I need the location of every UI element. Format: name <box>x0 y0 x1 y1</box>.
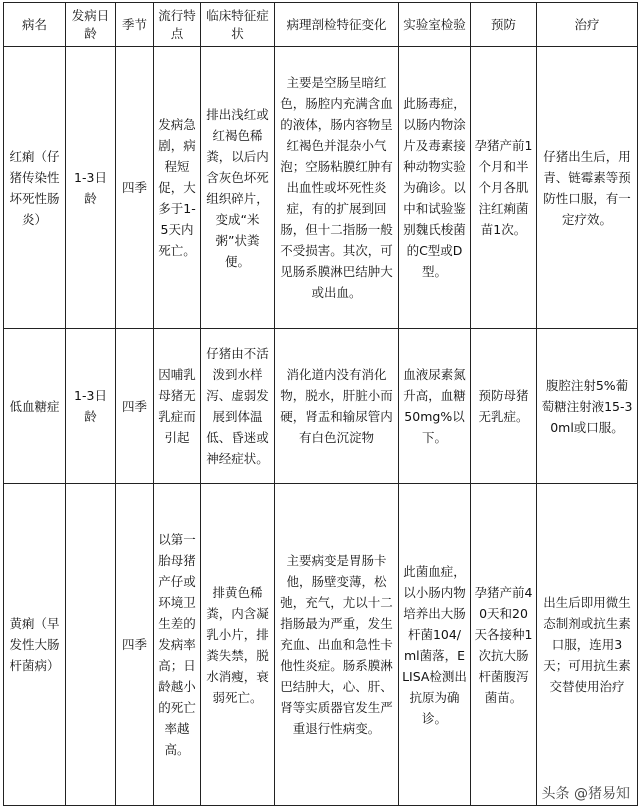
cell-treatment: 腹腔注射5%葡萄糖注射液15-30ml或口服。 <box>537 329 638 484</box>
header-lab: 实验室检验 <box>399 3 471 47</box>
cell-season: 四季 <box>116 484 154 806</box>
table-row <box>4 47 638 329</box>
table-row <box>4 329 638 484</box>
cell-epidemic: 因哺乳母猪无乳症而引起 <box>154 329 201 484</box>
cell-clinical: 排黄色稀粪，内含凝乳小片，排粪失禁，脱水消瘦，衰弱死亡。 <box>201 484 275 806</box>
header-age: 发病日龄 <box>66 3 116 47</box>
cell-season: 四季 <box>116 329 154 484</box>
cell-prevention: 孕猪产前40天和20天各接种1次抗大肠杆菌腹泻菌苗。 <box>471 484 537 806</box>
cell-pathology: 消化道内没有消化物，脱水，肝脏小而硬，肾盂和输尿管内有白色沉淀物 <box>275 329 399 484</box>
header-clinical: 临床特征症状 <box>201 3 275 47</box>
cell-epidemic: 以第一胎母猪产仔或环境卫生差的发病率高；日龄越小的死亡率越高。 <box>154 484 201 806</box>
cell-season: 四季 <box>116 47 154 329</box>
cell-clinical: 排出浅红或红褐色稀粪，以后内含灰色坏死组织碎片，变成“米粥”状粪便。 <box>201 47 275 329</box>
cell-age: 1-3日龄 <box>66 329 116 484</box>
header-row <box>4 3 638 47</box>
cell-prevention: 预防母猪无乳症。 <box>471 329 537 484</box>
cell-pathology: 主要是空肠呈暗红色，肠腔内充满含血的液体，肠内容物呈红褐色并混杂小气泡；空肠粘膜红肿有出血性或坏死性炎症，有的扩展到回肠，但十二指肠一般不受损害。其次，可见肠系膜淋巴结肿大或出血。 <box>275 47 399 329</box>
table-row <box>4 484 638 806</box>
cell-disease: 黄痢（早发性大肠杆菌病） <box>4 484 66 806</box>
cell-age: 1-3日龄 <box>66 47 116 329</box>
watermark: 头条 @猪易知 <box>540 783 632 803</box>
cell-lab: 此菌血症，以小肠内物培养出大肠杆菌104/ml菌落，ELISA检测出抗原为确诊。 <box>399 484 471 806</box>
disease-table <box>3 2 638 806</box>
cell-disease: 红痢（仔猪传染性坏死性肠炎） <box>4 47 66 329</box>
header-epidemic: 流行特点 <box>154 3 201 47</box>
header-pathology: 病理剖检特征变化 <box>275 3 399 47</box>
header-treatment: 治疗 <box>537 3 638 47</box>
header-prevention: 预防 <box>471 3 537 47</box>
header-season: 季节 <box>116 3 154 47</box>
cell-prevention: 孕猪产前1个月和半个月各肌注红痢菌苗1次。 <box>471 47 537 329</box>
cell-treatment: 出生后即用微生态制剂或抗生素口服，连用3天；可用抗生素交替使用治疗 <box>537 484 638 806</box>
cell-clinical: 仔猪由不活泼到水样泻、虚弱发展到体温低、昏迷或神经症状。 <box>201 329 275 484</box>
cell-lab: 血液尿素氮升高，血糖50mg%以下。 <box>399 329 471 484</box>
cell-pathology: 主要病变是胃肠卡他，肠壁变薄，松弛，充气，尤以十二指肠最为严重，发生充血、出血和急性卡他性炎症。肠系膜淋巴结肿大，心、肝、肾等实质器官发生严重退行性病变。 <box>275 484 399 806</box>
cell-lab: 此肠毒症，以肠内物涂片及毒素接种动物实验为确诊。以中和试验鉴别魏氏梭菌的C型或D型。 <box>399 47 471 329</box>
cell-age <box>66 484 116 806</box>
cell-epidemic: 发病急剧，病程短促，大多于1-5天内死亡。 <box>154 47 201 329</box>
header-disease: 病名 <box>4 3 66 47</box>
cell-treatment: 仔猪出生后，用青、链霉素等预防性口服，有一定疗效。 <box>537 47 638 329</box>
cell-disease: 低血糖症 <box>4 329 66 484</box>
